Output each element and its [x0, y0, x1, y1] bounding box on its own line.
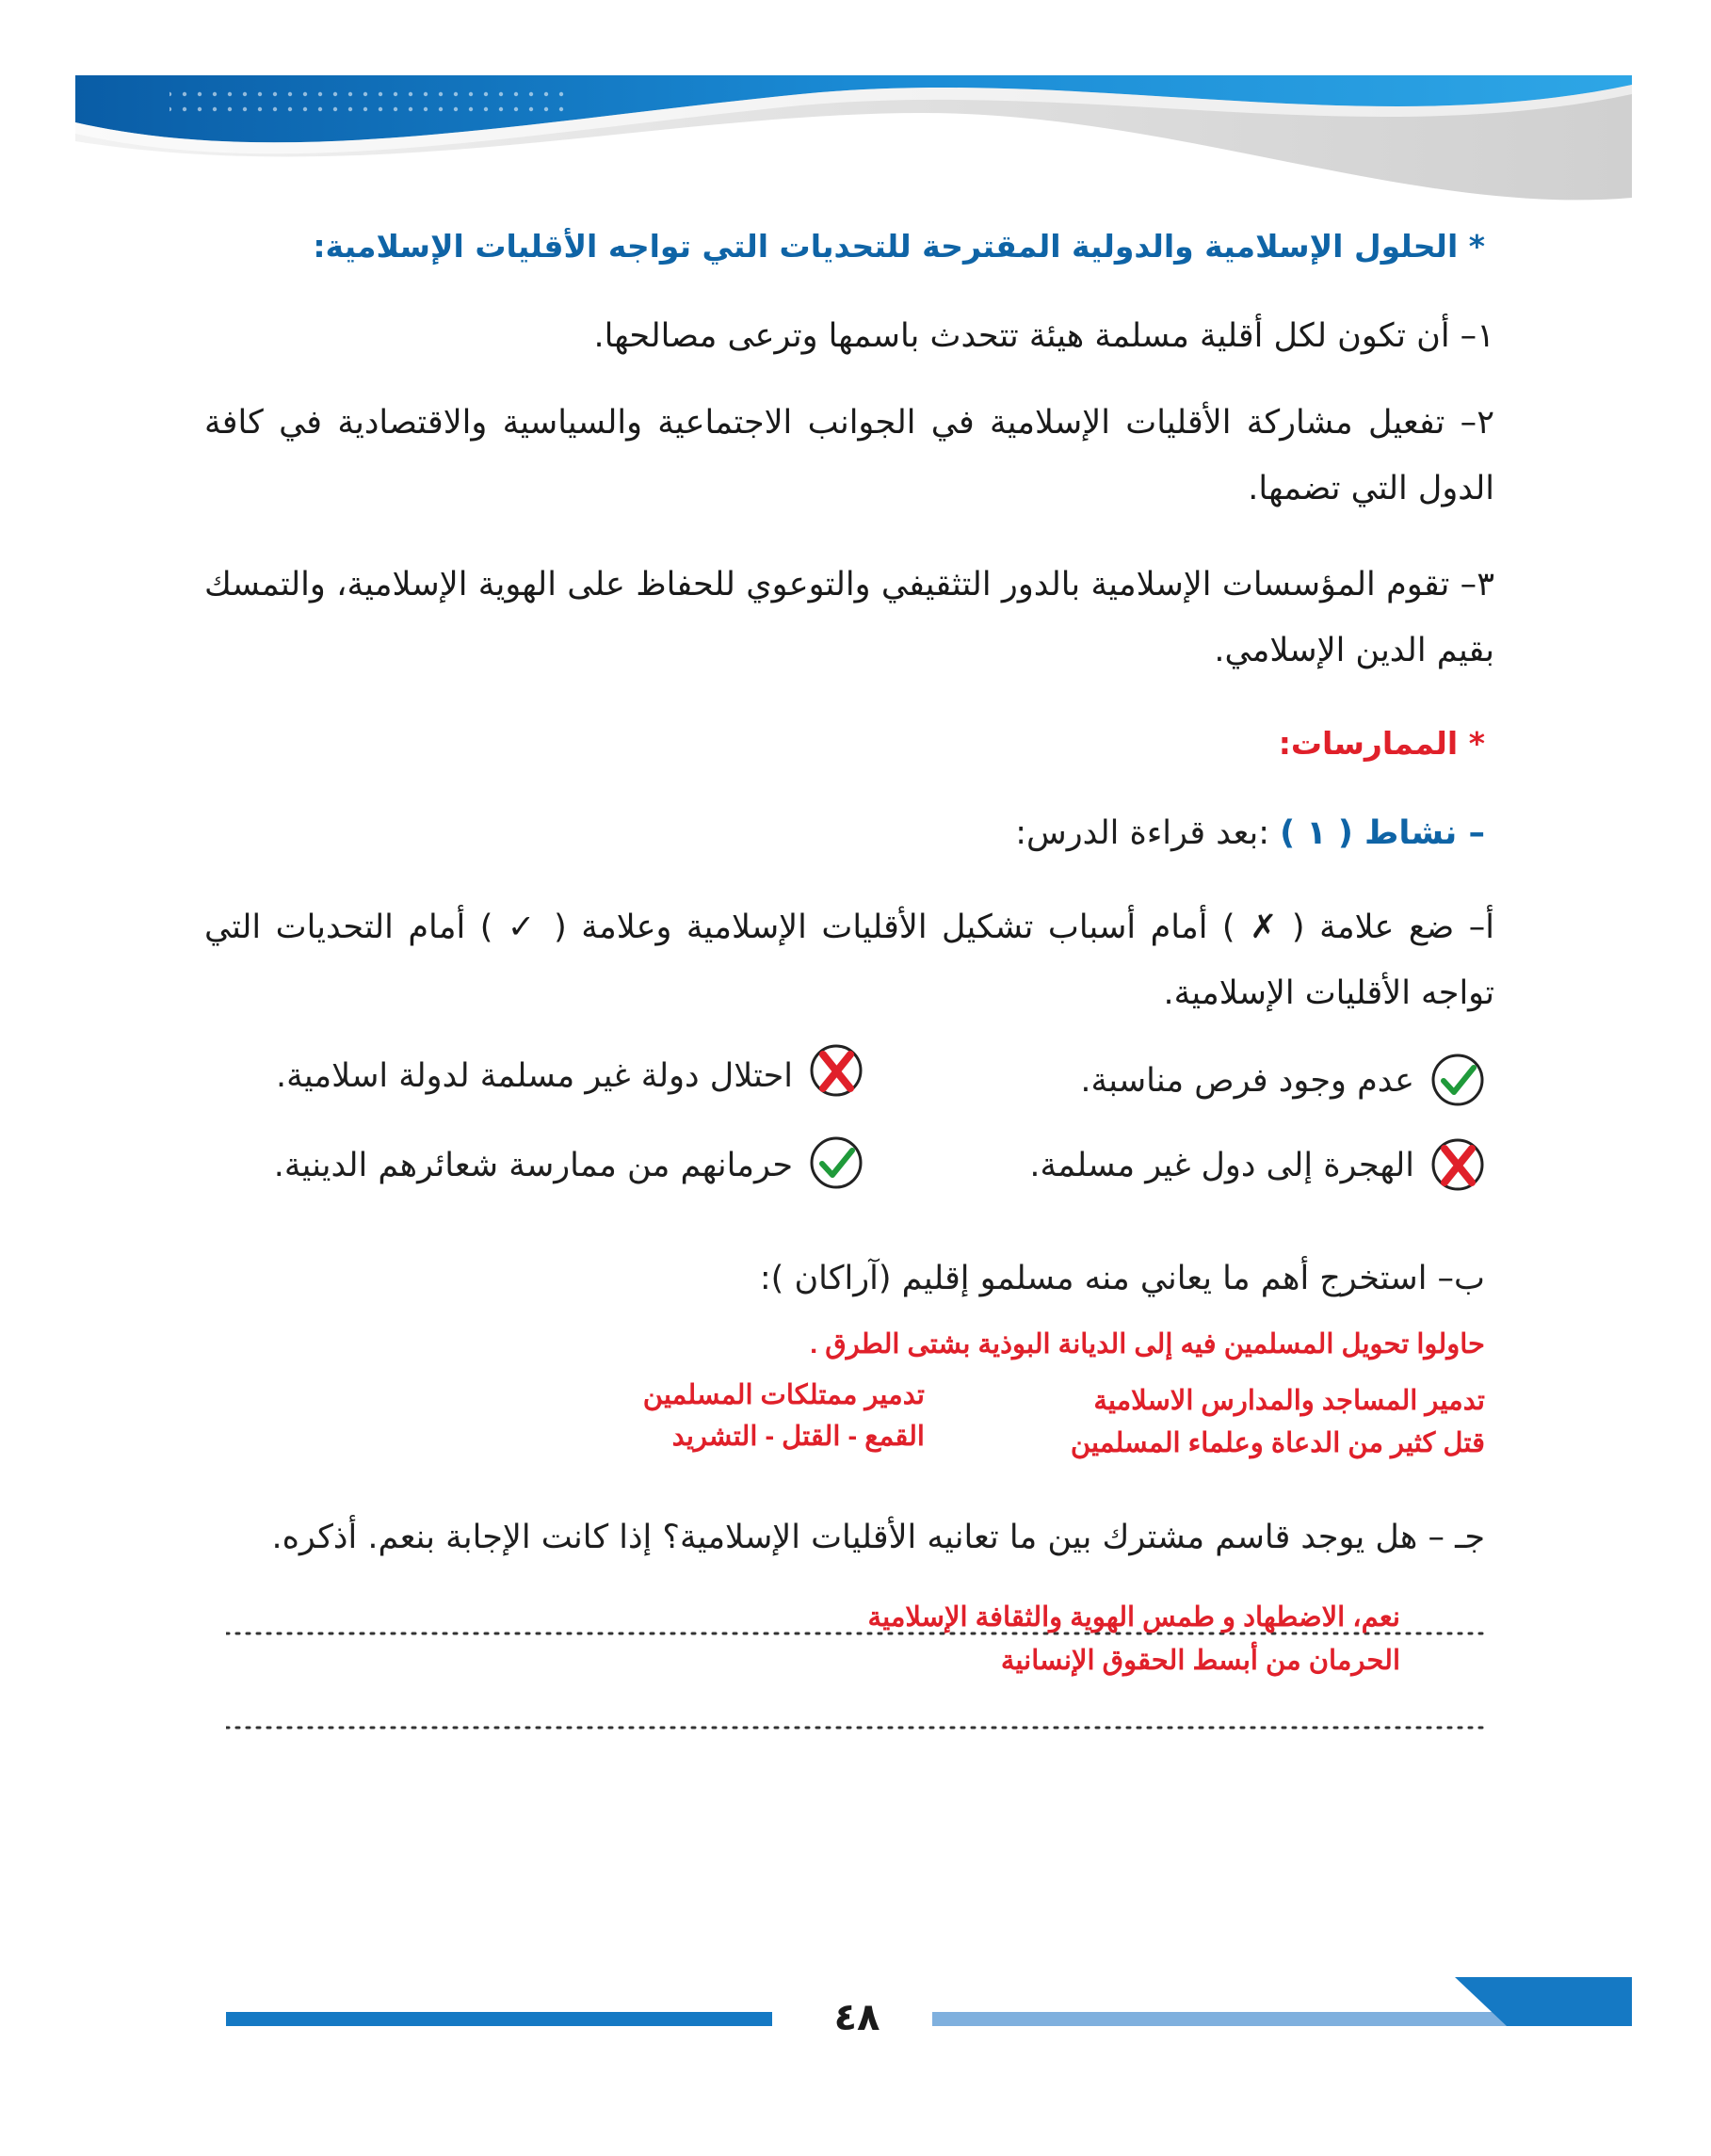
x-circle-icon — [809, 1043, 864, 1098]
solution-item-1: ١– أن تكون لكل أقلية مسلمة هيئة تتحدث باسمها وترعى مصالحها. — [593, 317, 1494, 355]
marked-item-4: حرمانهم من ممارسة شعائرهم الدينية. — [273, 1147, 793, 1184]
check-mark-glyph: ✓ — [507, 909, 540, 946]
marked-item-3: الهجرة إلى دول غير مسلمة. — [1029, 1147, 1414, 1184]
solutions-heading: * الحلول الإسلامية والدولية المقترحة للتحديات التي تواجه الأقليات الإسلامية: — [313, 228, 1485, 265]
activity-line — [1015, 802, 1485, 864]
header-wave-banner — [0, 0, 1711, 217]
answer-b-right-1: تدمير المساجد والمدارس الاسلامية — [1093, 1386, 1485, 1416]
answer-b-line1: حاولوا تحويل المسلمين فيه إلى الديانة البوذية بشتى الطرق . — [810, 1329, 1485, 1360]
check-circle-icon — [809, 1135, 864, 1190]
question-c: جـ – هل يوجد قاسم مشترك بين ما تعانيه الأقليات الإسلامية؟ إذا كانت الإجابة بنعم. أذكره. — [271, 1519, 1485, 1556]
question-a — [204, 894, 1494, 1026]
question-b: ب– استخرج أهم ما يعاني منه مسلمو إقليم (آراكان ): — [759, 1260, 1485, 1297]
solution-item-3: ٣– تقوم المؤسسات الإسلامية بالدور التثقيفي والتوعوي للحفاظ على الهوية الإسلامية، والتمسك بقيم الدين الإسلامي. — [204, 566, 1494, 669]
marked-item-2: احتلال دولة غير مسلمة لدولة اسلامية. — [275, 1057, 793, 1095]
activity-instruction: :بعد قراءة الدرس: — [1015, 814, 1269, 852]
answer-b-left-1: تدمير ممتلكات المسلمين — [642, 1380, 925, 1410]
practices-heading: * الممارسات: — [1278, 725, 1485, 762]
answer-b-left-2: القمع - القتل - التشريد — [671, 1422, 925, 1452]
page-number: ٤٨ — [833, 1996, 880, 2039]
answer-c-line1: نعم، الاضطهاد و طمس الهوية والثقافة الإسلامية — [867, 1602, 1400, 1633]
answer-c-line2: الحرمان من أبسط الحقوق الإنسانية — [1000, 1646, 1400, 1676]
x-mark-glyph: ✗ — [1250, 909, 1278, 946]
dotted-answer-line — [226, 1725, 1488, 1730]
activity-label: – نشاط ( ١ ) — [1280, 814, 1485, 852]
question-a-part3: ) أمام التحديات التي تواجه الأقليات الإسلامية. — [204, 909, 1494, 1012]
answer-b-right-2: قتل كثير من الدعاة وعلماء المسلمين — [1070, 1428, 1485, 1458]
marked-item-1: عدم وجود فرص مناسبة. — [1080, 1062, 1414, 1100]
question-a-part1: أ– ضع علامة ( — [1291, 909, 1494, 946]
question-a-part2: ) أمام أسباب تشكيل الأقليات الإسلامية وعلامة ( — [554, 909, 1235, 946]
solution-item-2: ٢– تفعيل مشاركة الأقليات الإسلامية في الجوانب الاجتماعية والسياسية والاقتصادية في كافة الدول التي تضمها. — [204, 404, 1494, 507]
x-circle-icon — [1430, 1137, 1485, 1192]
check-circle-icon — [1430, 1053, 1485, 1107]
